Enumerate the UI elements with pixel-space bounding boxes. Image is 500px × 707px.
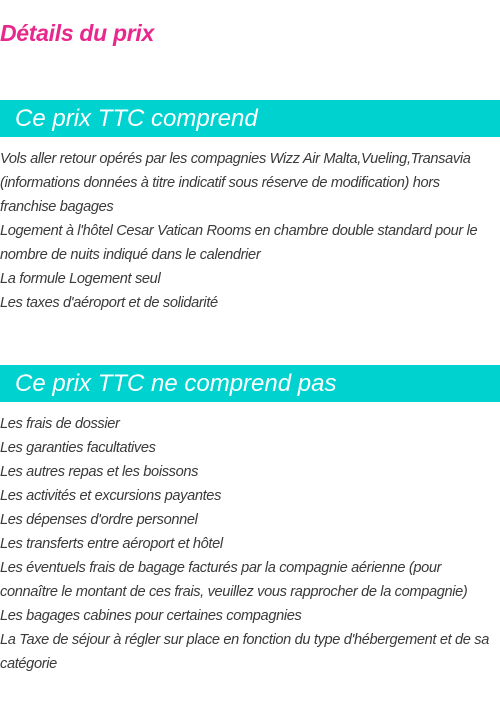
excluded-section-header: Ce prix TTC ne comprend pas xyxy=(0,365,500,402)
excluded-item: Les frais de dossier xyxy=(0,416,120,432)
page-title: Détails du prix xyxy=(0,20,154,46)
included-item: Les taxes d'aéroport et de solidarité xyxy=(0,295,218,311)
excluded-item: Les transferts entre aéroport et hôtel xyxy=(0,536,223,552)
excluded-item: Les éventuels frais de bagage facturés par la compagnie aérienne (pour connaître le montant de ces frais, veuillez vous rapprocher de la compagnie) xyxy=(0,560,468,600)
excluded-item: Les garanties facultatives xyxy=(0,440,156,456)
excluded-item: Les activités et excursions payantes xyxy=(0,488,222,504)
excluded-item: La Taxe de séjour à régler sur place en fonction du type d'hébergement et de sa catégorie xyxy=(0,632,489,672)
included-items-list xyxy=(0,147,500,315)
included-item: La formule Logement seul xyxy=(0,271,161,287)
excluded-item: Les autres repas et les boissons xyxy=(0,464,199,480)
excluded-item: Les dépenses d'ordre personnel xyxy=(0,512,198,528)
included-item: Vols aller retour opérés par les compagnies Wizz Air Malta,Vueling,Transavia (informations données à titre indicatif sous réserve de modification) hors franchise bagages xyxy=(0,151,471,215)
included-item: Logement à l'hôtel Cesar Vatican Rooms en chambre double standard pour le nombre de nuits indiqué dans le calendrier xyxy=(0,223,478,263)
excluded-items-list xyxy=(0,412,500,676)
included-section-header: Ce prix TTC comprend xyxy=(0,100,500,137)
excluded-item: Les bagages cabines pour certaines compagnies xyxy=(0,608,302,624)
